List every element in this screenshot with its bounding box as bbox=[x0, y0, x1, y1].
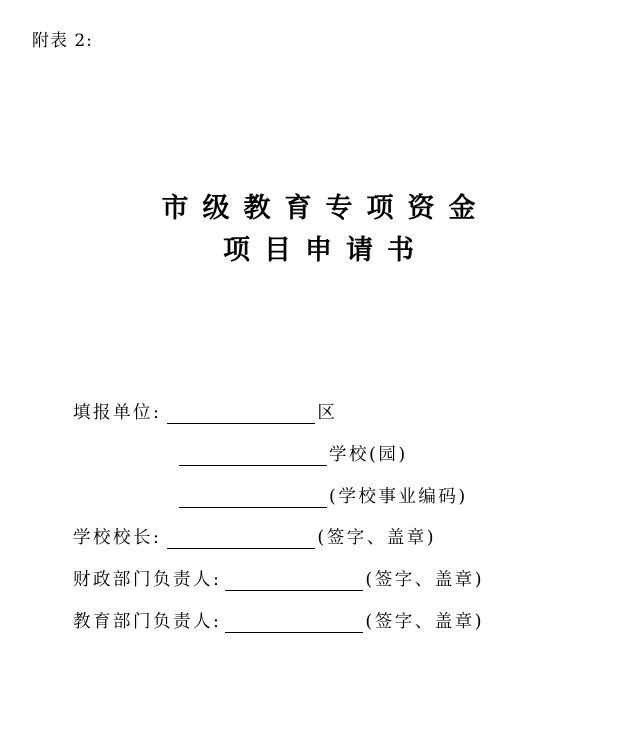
annex-label: 附表 2: bbox=[32, 31, 93, 51]
school-blank[interactable] bbox=[179, 445, 327, 466]
code-row bbox=[179, 482, 468, 508]
education-label: 教育部门负责人: bbox=[73, 612, 222, 632]
principal-label: 学校校长: bbox=[73, 528, 162, 548]
education-signature-blank[interactable] bbox=[225, 612, 363, 633]
unit-row bbox=[73, 398, 337, 424]
code-suffix: (学校事业编码) bbox=[329, 487, 468, 507]
code-blank[interactable] bbox=[179, 487, 327, 508]
finance-suffix: (签字、盖章) bbox=[365, 570, 485, 590]
district-blank[interactable] bbox=[167, 403, 315, 424]
document-title-line2: 项目申请书 bbox=[223, 235, 428, 266]
education-row bbox=[73, 607, 484, 633]
principal-signature-blank[interactable] bbox=[167, 528, 315, 549]
school-row bbox=[179, 440, 408, 466]
principal-row bbox=[73, 523, 436, 549]
school-suffix: 学校(园) bbox=[329, 445, 408, 465]
district-suffix: 区 bbox=[317, 403, 338, 423]
principal-suffix: (签字、盖章) bbox=[317, 528, 437, 548]
finance-label: 财政部门负责人: bbox=[73, 570, 222, 590]
education-suffix: (签字、盖章) bbox=[365, 612, 485, 632]
finance-signature-blank[interactable] bbox=[225, 570, 363, 591]
finance-row bbox=[73, 565, 484, 591]
unit-label: 填报单位: bbox=[73, 403, 162, 423]
document-title-line1: 市级教育专项资金 bbox=[161, 193, 490, 224]
